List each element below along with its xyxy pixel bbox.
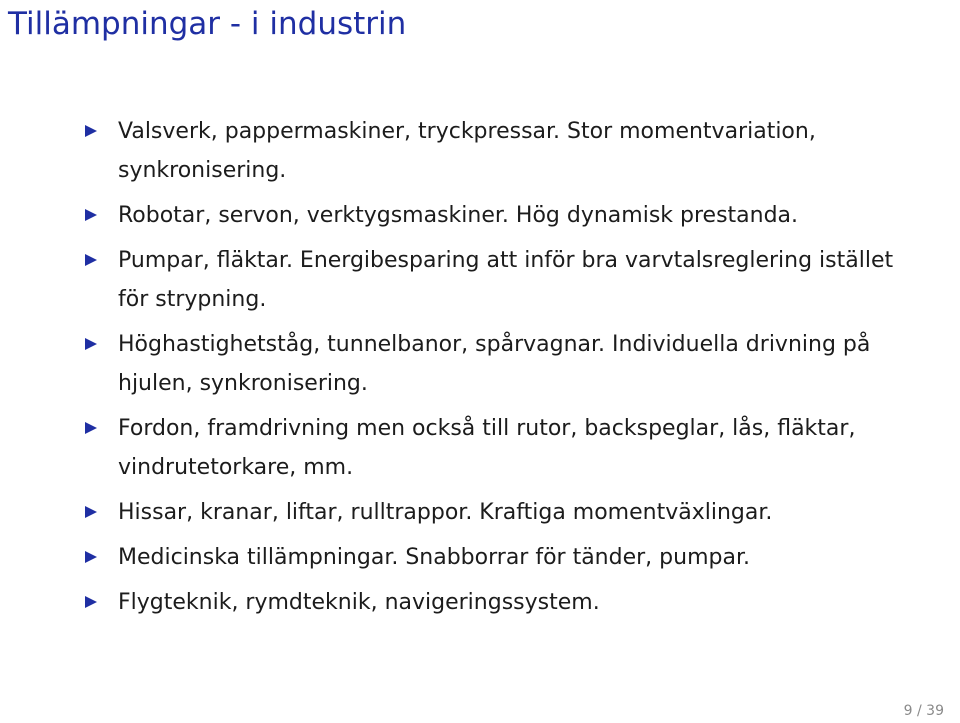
bullet-item	[85, 583, 925, 622]
triangle-right-icon	[85, 209, 97, 221]
bullet-item	[85, 325, 925, 403]
bullet-item	[85, 112, 925, 190]
triangle-right-icon	[85, 338, 97, 350]
bullet-text: Flygteknik, rymdteknik, navigeringssystem.	[118, 590, 600, 615]
bullet-text: Robotar, servon, verktygsmaskiner. Hög dynamisk prestanda.	[118, 203, 799, 228]
bullet-text: Hissar, kranar, liftar, rulltrappor. Kraftiga momentväxlingar.	[118, 500, 773, 525]
bullet-text: Medicinska tillämpningar. Snabborrar för tänder, pumpar.	[118, 545, 750, 570]
bullet-item	[85, 241, 925, 319]
slide-title: Tillämpningar - i industrin	[8, 6, 407, 42]
triangle-right-icon	[85, 125, 97, 137]
triangle-right-icon	[85, 506, 97, 518]
bullet-text: Valsverk, pappermaskiner, tryckpressar. Stor momentvariation, synkronisering.	[118, 119, 816, 183]
bullet-list	[85, 112, 925, 628]
triangle-right-icon	[85, 422, 97, 434]
bullet-item	[85, 196, 925, 235]
bullet-item	[85, 493, 925, 532]
bullet-text: Höghastighetståg, tunnelbanor, spårvagnar. Individuella drivning på hjulen, synkronisering.	[118, 332, 871, 396]
page-counter: 9 / 39	[903, 703, 944, 719]
bullet-item	[85, 409, 925, 487]
bullet-item	[85, 538, 925, 577]
triangle-right-icon	[85, 551, 97, 563]
bullet-text: Pumpar, fläktar. Energibesparing att inför bra varvtalsreglering istället för strypning.	[118, 248, 894, 312]
triangle-right-icon	[85, 254, 97, 266]
bullet-text: Fordon, framdrivning men också till rutor, backspeglar, lås, fläktar, vindrutetorkare, mm.	[118, 416, 856, 480]
triangle-right-icon	[85, 596, 97, 608]
